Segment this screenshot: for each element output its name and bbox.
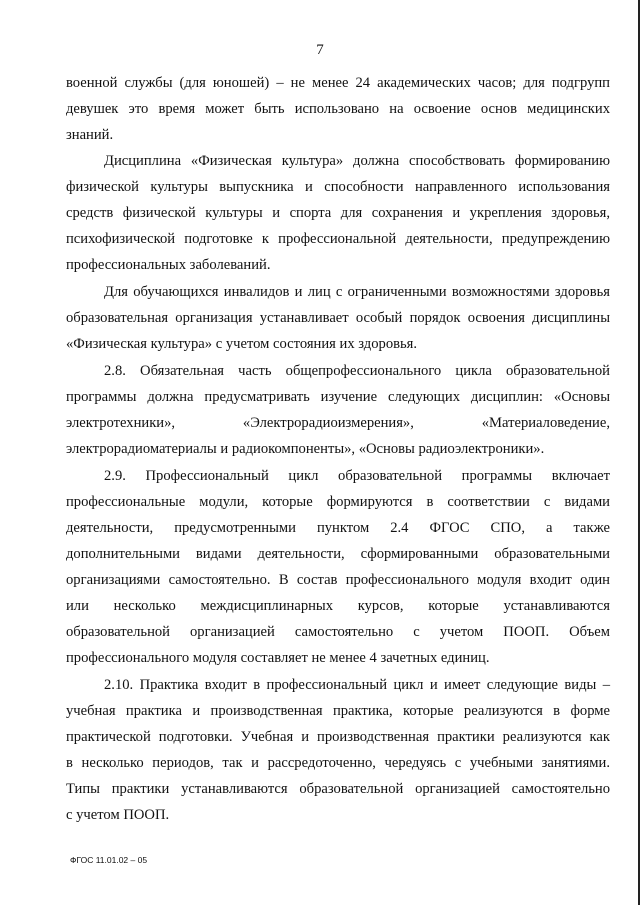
text-line: учебная практика и производственная практика, которые реализуются в форме xyxy=(66,703,610,719)
text-line: 2.10. Практика входит в профессиональный цикл и имеет следующие виды – xyxy=(104,677,610,693)
text-line: знаний. xyxy=(66,127,114,143)
text-line: образовательная организация устанавливает особый порядок освоения дисциплины xyxy=(66,310,610,326)
text-line: психофизической подготовке к профессиональной деятельности, предупреждению xyxy=(66,231,610,247)
text-line: дополнительными видами деятельности, сформированными образовательными xyxy=(66,546,610,562)
text-line: электротехники», «Электрорадиоизмерения», «Материаловедение, xyxy=(66,415,610,431)
text-line: Для обучающихся инвалидов и лиц с ограниченными возможностями здоровья xyxy=(104,284,610,300)
text-line: Дисциплина «Физическая культура» должна способствовать формированию xyxy=(104,153,610,169)
text-line: практической подготовки. Учебная и производственная практики реализуются как xyxy=(66,729,610,745)
text-line: в несколько периодов, так и рассредоточенно, чередуясь с учебными занятиями. xyxy=(66,755,610,771)
text-line: девушек это время может быть использовано на освоение основ медицинских xyxy=(66,101,610,117)
footer-code: ФГОС 11.01.02 – 05 xyxy=(70,855,148,865)
text-line: физической культуры выпускника и способности направленного использования xyxy=(66,179,610,195)
text-line: профессионального модуля составляет не менее 4 зачетных единиц. xyxy=(66,650,490,666)
text-line: электрорадиоматериалы и радиокомпоненты», «Основы радиоэлектроники». xyxy=(66,441,545,457)
text-line: с учетом ПООП. xyxy=(66,807,170,823)
text-line: программы должна предусматривать изучение следующих дисциплин: «Основы xyxy=(66,389,610,405)
text-line: деятельности, предусмотренными пунктом 2.4 ФГОС СПО, а также xyxy=(66,520,610,536)
text-line: военной службы (для юношей) – не менее 24 академических часов; для подгрупп xyxy=(66,75,610,91)
text-line: организациями самостоятельно. В состав профессионального модуля входит один xyxy=(66,572,610,588)
text-line: «Физическая культура» с учетом состояния их здоровья. xyxy=(66,336,418,352)
page-number: 7 xyxy=(316,42,324,58)
text-line: образовательной организацией самостоятельно с учетом ПООП. Объем xyxy=(66,624,610,640)
text-line: профессиональных заболеваний. xyxy=(66,257,271,273)
text-line: профессиональные модули, которые формируются в соответствии с видами xyxy=(66,494,610,510)
text-line: средств физической культуры и спорта для сохранения и укрепления здоровья, xyxy=(66,205,610,221)
text-line: или несколько междисциплинарных курсов, которые устанавливаются xyxy=(66,598,610,614)
text-line: 2.8. Обязательная часть общепрофессионального цикла образовательной xyxy=(104,363,610,379)
text-line: 2.9. Профессиональный цикл образовательной программы включает xyxy=(104,468,610,484)
text-line: Типы практики устанавливаются образовательной организацией самостоятельно xyxy=(66,781,610,797)
